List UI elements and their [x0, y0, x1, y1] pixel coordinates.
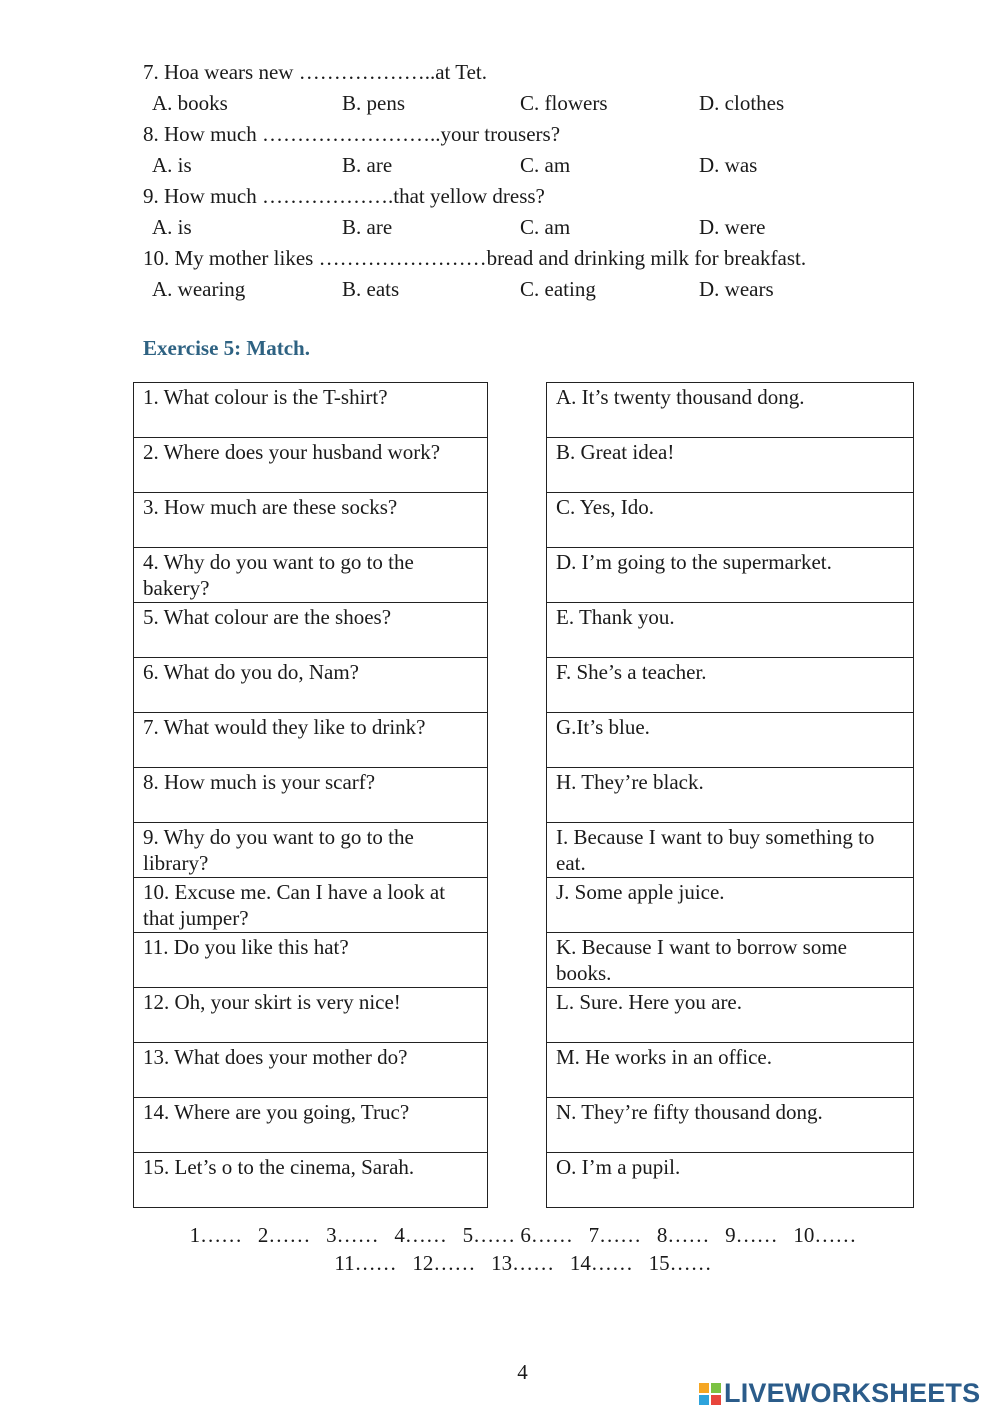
- option-d: D. clothes: [699, 91, 785, 115]
- option-d: D. was: [699, 153, 758, 177]
- question-cell: 8. How much is your scarf?: [133, 768, 488, 823]
- question-cell: 12. Oh, your skirt is very nice!: [133, 988, 488, 1043]
- option-b: B. are: [342, 153, 393, 177]
- question-8: 8. How much ……………………..your trousers?: [143, 122, 561, 146]
- answer-cell: J. Some apple juice.: [546, 878, 914, 933]
- question-cell: 9. Why do you want to go to the library?: [133, 823, 488, 878]
- answer-cell: L. Sure. Here you are.: [546, 988, 914, 1043]
- option-b: B. pens: [342, 91, 405, 115]
- page-number: 4: [517, 1360, 528, 1384]
- option-c: C. flowers: [520, 91, 608, 115]
- question-8-options: [0, 153, 1000, 181]
- option-d: D. were: [699, 215, 766, 239]
- answer-blanks-line-1[interactable]: 1…… 2…… 3…… 4…… 5…… 6…… 7…… 8…… 9…… 10……: [189, 1223, 857, 1247]
- option-b: B. eats: [342, 277, 400, 301]
- answer-cell: C. Yes, Ido.: [546, 493, 914, 548]
- question-cell: 4. Why do you want to go to the bakery?: [133, 548, 488, 603]
- option-c: C. eating: [520, 277, 596, 301]
- question-10-options: [0, 277, 1000, 305]
- answer-cell: G.It’s blue.: [546, 713, 914, 768]
- liveworksheets-logo: [698, 1378, 980, 1409]
- option-a: A. books: [152, 91, 228, 115]
- option-a: A. is: [152, 215, 192, 239]
- question-cell: 6. What do you do, Nam?: [133, 658, 488, 713]
- question-cell: 1. What colour is the T-shirt?: [133, 382, 488, 438]
- answer-cell: N. They’re fifty thousand dong.: [546, 1098, 914, 1153]
- answer-cell: E. Thank you.: [546, 603, 914, 658]
- question-cell: 5. What colour are the shoes?: [133, 603, 488, 658]
- question-cell: 7. What would they like to drink?: [133, 713, 488, 768]
- logo-text: LIVEWORKSHEETS: [724, 1378, 981, 1408]
- answer-cell: I. Because I want to buy something to eat.: [546, 823, 914, 878]
- option-c: C. am: [520, 153, 571, 177]
- exercise-5-heading: Exercise 5: Match.: [143, 336, 310, 360]
- answer-blanks-line-2[interactable]: 11…… 12…… 13…… 14…… 15……: [334, 1251, 712, 1275]
- question-cell: 11. Do you like this hat?: [133, 933, 488, 988]
- option-b: B. are: [342, 215, 393, 239]
- answer-cell: F. She’s a teacher.: [546, 658, 914, 713]
- question-7: 7. Hoa wears new ………………..at Tet.: [143, 60, 487, 84]
- option-a: A. is: [152, 153, 192, 177]
- question-9: 9. How much ……………….that yellow dress?: [143, 184, 545, 208]
- answer-cell: O. I’m a pupil.: [546, 1153, 914, 1208]
- liveworksheets-logo-icon: [698, 1382, 722, 1406]
- option-a: A. wearing: [152, 277, 246, 301]
- question-cell: 14. Where are you going, Truc?: [133, 1098, 488, 1153]
- answer-cell: B. Great idea!: [546, 438, 914, 493]
- question-cell: 3. How much are these socks?: [133, 493, 488, 548]
- answer-cell: M. He works in an office.: [546, 1043, 914, 1098]
- question-9-options: [0, 215, 1000, 243]
- option-c: C. am: [520, 215, 571, 239]
- answer-cell: D. I’m going to the supermarket.: [546, 548, 914, 603]
- answer-cell: A. It’s twenty thousand dong.: [546, 382, 914, 438]
- option-d: D. wears: [699, 277, 774, 301]
- questions-table: [133, 382, 488, 1208]
- question-cell: 15. Let’s o to the cinema, Sarah.: [133, 1153, 488, 1208]
- question-cell: 10. Excuse me. Can I have a look at that jumper?: [133, 878, 488, 933]
- question-7-options: [0, 91, 1000, 119]
- question-10: 10. My mother likes ……………………bread and drinking milk for breakfast.: [143, 246, 807, 270]
- question-cell: 13. What does your mother do?: [133, 1043, 488, 1098]
- answers-table: [546, 382, 914, 1208]
- answer-cell: H. They’re black.: [546, 768, 914, 823]
- question-cell: 2. Where does your husband work?: [133, 438, 488, 493]
- answer-cell: K. Because I want to borrow some books.: [546, 933, 914, 988]
